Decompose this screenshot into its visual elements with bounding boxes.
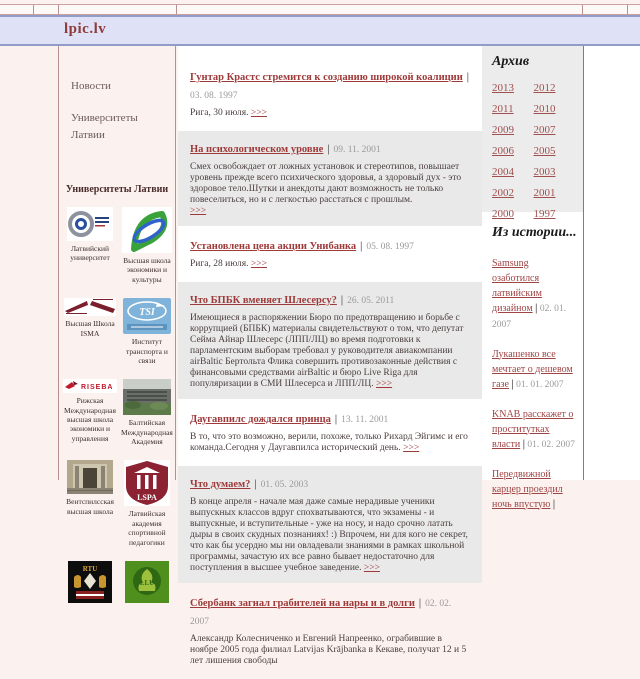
strip-divider — [33, 5, 34, 14]
history-section — [482, 212, 583, 512]
article — [178, 282, 482, 399]
article — [178, 466, 482, 583]
top-table-strip — [0, 4, 640, 15]
news-feed — [178, 46, 482, 679]
university-item-bma[interactable] — [121, 379, 173, 446]
university-item-venta[interactable] — [63, 460, 117, 547]
archive-year-link[interactable]: 2012 — [533, 82, 556, 94]
strip-divider — [582, 5, 583, 14]
bma-photo[interactable] — [123, 379, 171, 415]
article-summary — [190, 432, 470, 454]
archive-year-link[interactable]: 2002 — [492, 187, 514, 199]
eka-logo-icon[interactable] — [122, 207, 172, 253]
article-title-link[interactable]: Гунтар Крастс стремится к созданию широкой коалиции — [190, 72, 463, 83]
article-summary — [190, 108, 470, 119]
university-item-lu[interactable] — [63, 207, 117, 284]
article-summary — [190, 313, 470, 390]
article-title-link[interactable]: Сбербанк загнал грабителей на нары и в долги — [190, 598, 415, 609]
svg-text:RTU: RTU — [82, 564, 98, 573]
title-date-separator: | — [327, 144, 330, 155]
rtu-crest-icon[interactable] — [68, 561, 112, 603]
archive-year-link[interactable]: 2000 — [492, 208, 514, 220]
article-summary-text: В конце апреля - начале мая даже самые нерадивые ученики выпускных классов вдруг спохватываются, что экзамены - и выпускные, и вступительные - уже на носу, и надо срочно латать дыры в своих скудных познаниях! :) Впрочем, ни для кого не секрет, что как бы усердно мы ни овладевали знаниями в рамках школьной программы, зачастую их все равно бывает недостаточно для поступления в высшее учебное заведение. — [190, 497, 468, 573]
article-title-link[interactable]: На психологическом уровне — [190, 144, 324, 155]
history-item-link[interactable]: KNAB расскажет о проститутках власти — [492, 408, 574, 450]
article-date: 05. 08. 1997 — [366, 242, 414, 252]
article-date: 03. 08. 1997 — [190, 91, 238, 101]
read-more-link[interactable]: >>> — [376, 379, 393, 389]
article-summary — [190, 259, 470, 270]
article — [178, 404, 482, 461]
strip-divider — [627, 5, 628, 14]
university-caption[interactable]: Высшая Школа ISMA — [65, 319, 115, 338]
archive-year-link[interactable]: 2004 — [492, 166, 514, 178]
archive-year-link[interactable]: 2007 — [533, 124, 556, 136]
article-title-link[interactable]: Установлена цена акции Унибанка — [190, 241, 357, 252]
archive-year-link[interactable]: 2013 — [492, 82, 514, 94]
university-caption[interactable]: Латвийский университет — [70, 244, 110, 263]
history-title: Из истории... — [492, 225, 577, 240]
history-item — [492, 256, 577, 333]
article-summary — [190, 497, 470, 574]
history-item — [492, 347, 577, 393]
university-item-riseba[interactable] — [63, 379, 117, 446]
university-item-lspa[interactable] — [121, 460, 173, 547]
read-more-link[interactable]: >>> — [190, 206, 207, 216]
venta-photo[interactable] — [67, 460, 113, 494]
title-date-separator: | — [334, 414, 338, 425]
article-summary-text: Рига, 28 июля. — [190, 259, 249, 269]
llu-crest-icon[interactable] — [125, 561, 169, 603]
history-item-link[interactable]: Лукашенко все мечтает о дешевом газе — [492, 348, 573, 390]
history-item-date: 01. 01. 2007 — [516, 379, 564, 390]
article-date: 26. 05. 2011 — [347, 296, 395, 306]
article — [178, 588, 482, 674]
article-summary — [190, 162, 470, 217]
history-item-date: 01. 02. 2007 — [527, 439, 575, 450]
sidebar-item-news[interactable]: Новости — [71, 80, 111, 92]
history-separator: | — [511, 378, 514, 390]
university-caption[interactable]: Рижская Международная высшая школа экономики и управления — [64, 396, 116, 443]
archive-year-link[interactable]: 1997 — [533, 208, 556, 220]
university-caption[interactable]: Вентспилсская высшая школа — [66, 497, 114, 516]
article-summary-text: Смех освобождает от ложных установок и стереотипов, повышает уровень прежде всего психического здоровья, а здоровый дух - это здоровое тело.Шутки и анекдоты дают возможность не только повеселиться, но и с легкостью расстаться с прошлым. — [190, 162, 462, 205]
right-sidebar — [482, 46, 583, 512]
university-caption[interactable]: Балтийская Международная Академия — [121, 418, 173, 447]
article-summary-text: Александр Колесниченко и Евгений Напреенко, ограбившие в ноябре 2005 года филиал Latvijas Krājbanka в Кекаве, получат 12 и 5 лет лишения свободы — [190, 634, 467, 666]
riseba-logo-icon[interactable] — [63, 379, 117, 393]
article-title-link[interactable]: Что думаем? — [190, 479, 251, 490]
read-more-link[interactable]: >>> — [250, 108, 267, 118]
strip-divider — [176, 5, 177, 14]
article-summary-text: В то, что это возможно, верили, похоже, только Рихард Эйгимс и его команда.Сегодня у Даугавпилса исторический день. — [190, 432, 468, 453]
article-date: 02. 02. 2007 — [190, 599, 452, 627]
university-logo-grid — [63, 207, 171, 606]
archive-year-link[interactable]: 2011 — [492, 103, 514, 115]
article-title-link[interactable]: Даугавпилс дождался принца — [190, 414, 331, 425]
article-title-link[interactable]: Что БПБК вменяет Шлесерсу? — [190, 295, 337, 306]
history-separator: | — [535, 302, 538, 314]
archive-year-link[interactable]: 2009 — [492, 124, 514, 136]
tsi-logo-icon[interactable] — [123, 298, 171, 334]
lu-logo-icon[interactable] — [67, 207, 113, 241]
lspa-crest-icon[interactable] — [124, 460, 170, 506]
university-item-rtu[interactable] — [63, 561, 117, 606]
archive-year-link[interactable]: 2010 — [533, 103, 556, 115]
left-sidebar — [58, 46, 176, 587]
isma-logo-icon[interactable] — [64, 298, 116, 316]
article-summary — [190, 634, 470, 667]
archive-year-link[interactable]: 2006 — [492, 145, 514, 157]
svg-text:TSI: TSI — [139, 307, 155, 319]
history-item — [492, 467, 577, 512]
history-separator: | — [522, 438, 525, 450]
article-summary-text: Рига, 30 июля. — [190, 108, 249, 118]
article-date: 09. 11. 2001 — [333, 145, 381, 155]
university-caption[interactable]: Латвийская академия спортивной педагогики — [128, 509, 166, 547]
university-item-llu[interactable] — [121, 561, 173, 606]
article-date: 13. 11. 2001 — [341, 415, 389, 425]
read-more-link[interactable]: >>> — [250, 259, 267, 269]
history-item-date: 02. 01. 2007 — [492, 303, 566, 330]
university-item-eka[interactable] — [121, 207, 173, 284]
title-date-separator: | — [466, 72, 469, 83]
archive-title: Архив — [492, 54, 530, 69]
svg-text:RISEBA: RISEBA — [81, 384, 114, 392]
history-item-link[interactable]: Samsung озаботился латвийским дизайном — [492, 257, 542, 314]
title-date-separator: | — [254, 479, 257, 490]
universities-header: Университеты Латвии — [65, 184, 169, 196]
site-logo-text[interactable]: lpic.lv — [64, 21, 107, 37]
article-date: 01. 05. 2003 — [260, 480, 309, 490]
title-date-separator: | — [340, 295, 344, 306]
svg-text:LLU: LLU — [139, 578, 155, 587]
right-column-border — [583, 46, 584, 480]
history-item — [492, 407, 577, 453]
archive-year-link[interactable]: 2001 — [533, 187, 556, 199]
university-caption[interactable]: Институт транспорта и связи — [126, 337, 168, 365]
article — [178, 131, 482, 226]
read-more-link[interactable]: >>> — [363, 563, 380, 573]
archive-box — [482, 46, 583, 220]
article — [178, 62, 482, 126]
university-item-tsi[interactable] — [121, 298, 173, 365]
svg-text:LSPA: LSPA — [137, 493, 157, 503]
university-caption[interactable]: Высшая школа экономики и культуры — [123, 256, 171, 284]
sidebar-item-universities[interactable]: Университеты Латвии — [71, 112, 138, 142]
header-band — [0, 15, 640, 46]
article-summary-text: Имеющиеся в распоряжении Бюро по предотвращению и борьбе с коррупцией (БПБК) материалы свидетельствуют о том, что депутат Сейма Айнар Шлесерс (ЛПП/ЛЦ) во время подготовки к парламентским выборам требовал у руководителя авиакомпании airBaltic Бертольта Флика совершить противозаконные действия с финансовыми средствами airBaltic и бюро Live Riga для популяризации в СМИ Шлесерса и ЛПП/ЛЦ. — [190, 313, 464, 389]
history-item-link[interactable]: Передвижной карцер проездил ночь впустую — [492, 468, 563, 510]
archive-year-link[interactable]: 2003 — [533, 166, 556, 178]
archive-year-link[interactable]: 2005 — [533, 145, 556, 157]
title-date-separator: | — [360, 241, 363, 252]
archive-years-grid — [492, 82, 575, 220]
university-item-isma[interactable] — [63, 298, 117, 365]
title-date-separator: | — [418, 598, 422, 609]
article — [178, 231, 482, 277]
history-separator: | — [552, 498, 556, 510]
read-more-link[interactable]: >>> — [403, 443, 420, 453]
strip-divider — [58, 5, 59, 14]
